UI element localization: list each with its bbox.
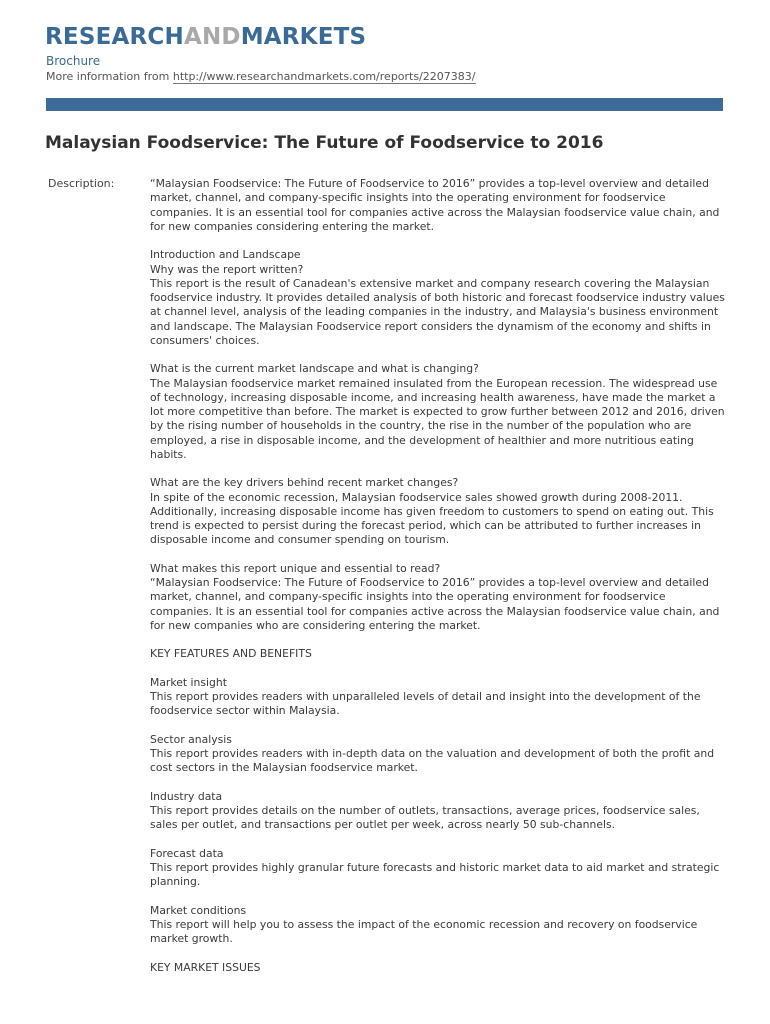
- paragraph-line: This report provides highly granular future forecasts and historic market data to aid market and strategic planning.: [150, 861, 720, 889]
- page-title: Malaysian Foodservice: The Future of Foodservice to 2016: [45, 133, 604, 153]
- description-paragraph: [150, 904, 725, 947]
- logo-research: RESEARCH: [45, 24, 184, 50]
- paragraph-line: Market insight: [150, 675, 227, 689]
- description-paragraph: [150, 476, 725, 547]
- paragraph-line: KEY FEATURES AND BENEFITS: [150, 647, 312, 661]
- paragraph-line: This report provides readers with in-depth data on the valuation and development of both the profit and cost sectors in the Malaysian foodservice market.: [150, 747, 715, 775]
- paragraph-line: Industry data: [150, 789, 223, 803]
- paragraph-line: Forecast data: [150, 846, 224, 860]
- paragraph-line: KEY MARKET ISSUES: [150, 960, 261, 974]
- paragraph-line: The Malaysian foodservice market remained insulated from the European recession. The widespread use of technology, increasing disposable income, and increasing health awareness, have made the market a lot more competitive than before. The market is expected to grow further between 2012 and 2016, driven by the rising number of households in the country, the rise in the number of the population who are employed, a rise in disposable income, and the development of healthier and more nutritious eating habits.: [150, 376, 725, 461]
- description-paragraph: [150, 362, 725, 462]
- description-paragraph: [150, 733, 725, 776]
- paragraph-line: Introduction and Landscape: [150, 248, 301, 262]
- more-info-line: [46, 70, 476, 84]
- description-paragraph: [150, 562, 725, 633]
- paragraph-line: “Malaysian Foodservice: The Future of Foodservice to 2016” provides a top-level overview and detailed market, channel, and company-specific insights into the operating environment for foodservice companies. It is an essential tool for companies active across the Malaysian foodservice value chain, and for new companies considering entering the market.: [150, 177, 720, 233]
- description-paragraph: [150, 676, 725, 719]
- paragraph-line: Sector analysis: [150, 732, 232, 746]
- logo-markets: MARKETS: [240, 24, 367, 50]
- description-paragraph: [150, 847, 725, 890]
- paragraph-line: Why was the report written?: [150, 262, 304, 276]
- description-paragraph: [150, 961, 725, 975]
- brochure-label: Brochure: [46, 54, 101, 68]
- description-body: [150, 177, 725, 975]
- paragraph-line: What is the current market landscape and what is changing?: [150, 362, 479, 376]
- paragraph-line: This report provides details on the number of outlets, transactions, average prices, foodservice sales, sales per outlet, and transactions per outlet per week, across nearly 50 sub-channels.: [150, 804, 700, 832]
- description-label: Description:: [48, 177, 115, 190]
- header-divider-bar: [46, 98, 723, 111]
- report-link[interactable]: http://www.researchandmarkets.com/reports/2207383/: [172, 70, 476, 83]
- paragraph-line: This report is the result of Canadean's extensive market and company research covering the Malaysian foodservice industry. It provides detailed analysis of both historic and forecast foodservice industry values at channel level, analysis of the leading companies in the industry, and Malaysia's business environment and landscape. The Malaysian Foodservice report considers the dynamism of the economy and shifts in consumers' choices.: [150, 276, 725, 347]
- description-paragraph: [150, 647, 725, 661]
- description-paragraph: [150, 248, 725, 348]
- description-paragraph: [150, 177, 725, 234]
- paragraph-line: “Malaysian Foodservice: The Future of Foodservice to 2016” provides a top-level overview and detailed market, channel, and company-specific insights into the operating environment for foodservice companies. It is an essential tool for companies active across the Malaysian foodservice value chain, and for new companies who are considering entering the market.: [150, 576, 720, 632]
- paragraph-line: In spite of the economic recession, Malaysian foodservice sales showed growth during 2008-2011. Additionally, increasing disposable income has given freedom to customers to spend on eating out. This trend is expected to persist during the forecast period, which can be attributed to further increases in disposable income and consumer spending on tourism.: [150, 490, 714, 547]
- paragraph-line: What makes this report unique and essential to read?: [150, 561, 441, 575]
- paragraph-line: This report provides readers with unparalleled levels of detail and insight into the development of the foodservice sector within Malaysia.: [150, 690, 701, 718]
- paragraph-line: What are the key drivers behind recent market changes?: [150, 476, 459, 490]
- logo: [45, 24, 366, 50]
- logo-and: AND: [183, 24, 241, 50]
- description-paragraph: [150, 790, 725, 833]
- paragraph-line: Market conditions: [150, 903, 247, 917]
- paragraph-line: This report will help you to assess the impact of the economic recession and recovery on foodservice market growth.: [150, 918, 698, 946]
- more-info-label: More information from: [46, 70, 173, 83]
